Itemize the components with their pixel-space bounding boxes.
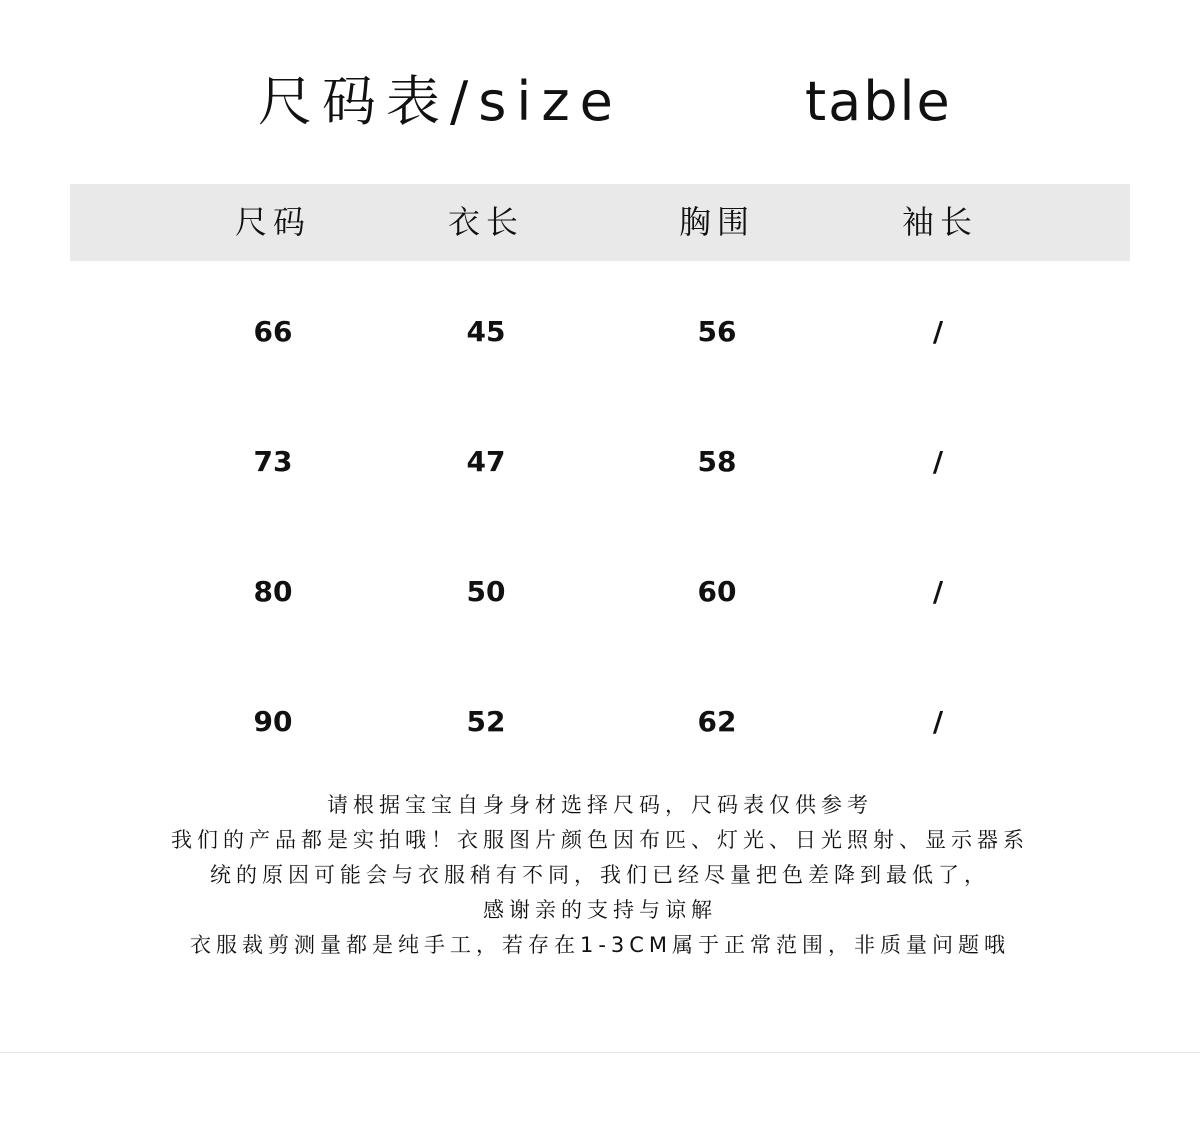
cell-chest: 62 xyxy=(697,705,737,738)
cell-length: 45 xyxy=(466,315,506,348)
cell-length: 52 xyxy=(466,705,506,738)
note-line: 请根据宝宝自身身材选择尺码，尺码表仅供参考 xyxy=(327,793,873,817)
cell-size: 66 xyxy=(253,315,293,348)
cell-size: 73 xyxy=(253,445,293,478)
cell-size: 80 xyxy=(253,575,293,608)
cell-chest: 56 xyxy=(697,315,737,348)
note-line: 我们的产品都是实拍哦！衣服图片颜色因布匹、灯光、日光照射、显示器系 xyxy=(171,828,1029,852)
cell-length: 47 xyxy=(466,445,506,478)
cell-chest: 58 xyxy=(697,445,737,478)
page-title xyxy=(0,62,1200,142)
header-chest: 胸围 xyxy=(678,203,755,241)
title-right-text: table xyxy=(805,70,952,133)
size-table-header xyxy=(70,184,1130,261)
table-row xyxy=(70,692,1130,752)
cell-sleeve: / xyxy=(932,315,944,348)
header-size: 尺码 xyxy=(234,203,311,241)
cell-sleeve: / xyxy=(932,445,944,478)
note-line: 感谢亲的支持与谅解 xyxy=(483,898,717,922)
cell-sleeve: / xyxy=(932,705,944,738)
table-row xyxy=(70,432,1130,492)
title-left-text: 尺码表/size xyxy=(258,70,623,133)
header-length: 衣长 xyxy=(447,203,524,241)
cell-chest: 60 xyxy=(697,575,737,608)
note-line: 统的原因可能会与衣服稍有不同，我们已经尽量把色差降到最低了， xyxy=(210,863,990,887)
cell-size: 90 xyxy=(253,705,293,738)
cell-length: 50 xyxy=(466,575,506,608)
bottom-divider xyxy=(0,1052,1200,1053)
size-notes xyxy=(60,788,1140,963)
table-row xyxy=(70,302,1130,362)
cell-sleeve: / xyxy=(932,575,944,608)
table-row xyxy=(70,562,1130,622)
note-line: 衣服裁剪测量都是纯手工，若存在1-3CM属于正常范围，非质量问题哦 xyxy=(189,933,1011,957)
header-sleeve: 袖长 xyxy=(901,203,978,241)
